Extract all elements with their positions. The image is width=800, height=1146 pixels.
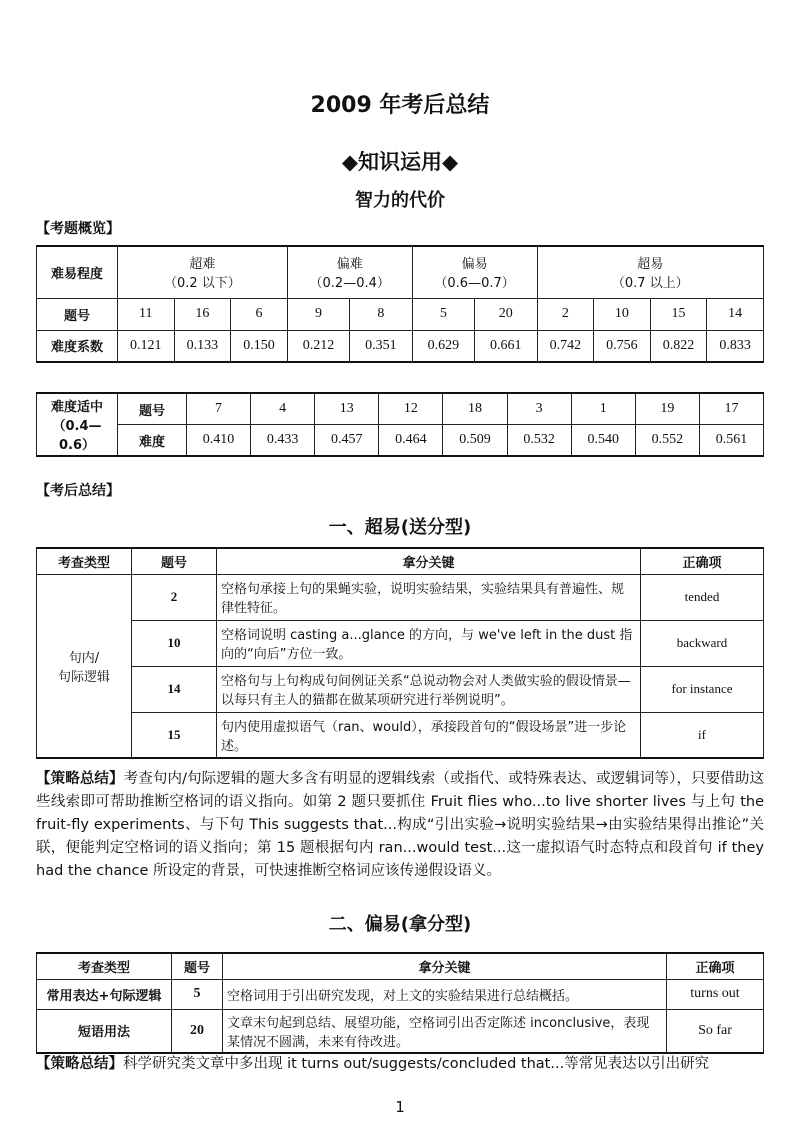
category-cell xyxy=(37,574,132,758)
number-cell: 15 xyxy=(650,298,707,330)
medium-number-cell: 12 xyxy=(379,393,443,425)
strategy-text: 科学研究类文章中多出现 it turns out/suggests/concluded that...等常见表达以引出研究 xyxy=(123,1056,710,1072)
number-cell: 9 xyxy=(287,298,349,330)
medium-number-cell: 3 xyxy=(507,393,571,425)
section-subtitle: ◆知识运用◆ xyxy=(341,150,459,174)
col-header: 正确项 xyxy=(641,548,764,574)
answer: for instance xyxy=(641,666,764,712)
medium-number-header: 题号 xyxy=(118,393,187,425)
category-line: 句际逻辑 xyxy=(57,669,110,685)
medium-coef-cell: 0.457 xyxy=(315,425,379,457)
key-point: 空格句与上句构成句间例证关系“总说动物会对人类做实验的假设情景—以每只有主人的猫都在做某项研究进行举例说明”。 xyxy=(217,666,641,712)
number-header: 题号 xyxy=(37,298,118,330)
strategy-label: 【策略总结】 xyxy=(36,771,124,787)
answer: if xyxy=(641,712,764,758)
strategy-label: 【策略总结】 xyxy=(36,1056,123,1072)
coef-cell: 0.742 xyxy=(537,330,594,362)
col-header: 正确项 xyxy=(667,953,764,979)
category-cell: 短语用法 xyxy=(37,1009,172,1053)
coef-cell: 0.133 xyxy=(174,330,231,362)
number-cell: 2 xyxy=(537,298,594,330)
group-range: （0.6—0.7） xyxy=(434,276,515,292)
group-range: （0.7 以上） xyxy=(611,276,689,292)
page-number: 1 xyxy=(395,1098,405,1116)
number-cell: 8 xyxy=(350,298,412,330)
group-cell xyxy=(537,246,763,298)
medium-table xyxy=(36,392,764,457)
group-name: 超难 xyxy=(189,257,216,273)
strategy-paragraph-1 xyxy=(36,768,764,883)
medium-coef-cell: 0.509 xyxy=(443,425,507,457)
coef-cell: 0.833 xyxy=(707,330,764,362)
overview-table xyxy=(36,245,764,363)
coef-cell: 0.822 xyxy=(650,330,707,362)
group-name: 偏难 xyxy=(336,257,363,273)
key-point: 空格词说明 casting a...glance 的方向，与 we've left in the dust 指向的“向后”方位一致。 xyxy=(217,620,641,666)
medium-number-cell: 7 xyxy=(187,393,251,425)
strategy-paragraph-2 xyxy=(36,1053,764,1076)
medium-coef-header: 难度 xyxy=(118,425,187,457)
section2-heading: 二、偏易(拿分型) xyxy=(328,914,472,935)
coef-cell: 0.150 xyxy=(231,330,288,362)
number-cell: 10 xyxy=(594,298,651,330)
number-cell: 5 xyxy=(412,298,474,330)
section2-table xyxy=(36,952,764,1054)
coef-cell: 0.629 xyxy=(412,330,474,362)
number-cell: 16 xyxy=(174,298,231,330)
col-header: 考查类型 xyxy=(37,953,172,979)
coef-cell: 0.212 xyxy=(287,330,349,362)
answer: So far xyxy=(667,1009,764,1053)
key-point: 空格词用于引出研究发现，对上文的实验结果进行总结概括。 xyxy=(223,979,667,1009)
question-number: 2 xyxy=(132,574,217,620)
medium-number-cell: 19 xyxy=(635,393,699,425)
medium-number-cell: 4 xyxy=(251,393,315,425)
medium-coef-cell: 0.433 xyxy=(251,425,315,457)
medium-coef-cell: 0.532 xyxy=(507,425,571,457)
question-number: 5 xyxy=(172,979,223,1009)
number-cell: 11 xyxy=(118,298,175,330)
summary-label: 【考后总结】 xyxy=(36,483,120,499)
medium-coef-cell: 0.464 xyxy=(379,425,443,457)
section1-heading: 一、超易(送分型) xyxy=(328,517,472,538)
number-cell: 14 xyxy=(707,298,764,330)
strategy-text: 考查句内/句际逻辑的题大多含有明显的逻辑线索（或指代、或特殊表达、或逻辑词等），只要借助这些线索即可帮助推断空格词的语义指向。如第 2 题只要抓住 Fruit flies who...to live shorter lives 与上句 the fruit-fly experiments、与下句 This suggests that...构成“引出实验→说明实验结果→由实验结果得出推论”关联，便能判定空格词的语义指向；第 15 题根据句内 ran...would test...这一虚拟语气时态特点和段首句 if they had the chance 所设定的背景，可快速推断空格词应该传递假设语义。 xyxy=(36,771,765,879)
coef-cell: 0.351 xyxy=(350,330,412,362)
coef-header: 难度系数 xyxy=(37,330,118,362)
category-cell: 常用表达+句际逻辑 xyxy=(37,979,172,1009)
medium-number-cell: 1 xyxy=(571,393,635,425)
number-cell: 6 xyxy=(231,298,288,330)
medium-label-cell xyxy=(37,393,118,456)
medium-coef-cell: 0.561 xyxy=(699,425,763,457)
medium-coef-cell: 0.540 xyxy=(571,425,635,457)
section1-table xyxy=(36,547,764,759)
group-cell xyxy=(412,246,537,298)
coef-cell: 0.121 xyxy=(118,330,175,362)
col-header: 拿分关键 xyxy=(217,548,641,574)
group-name: 偏易 xyxy=(461,257,488,273)
medium-number-cell: 18 xyxy=(443,393,507,425)
group-name: 超易 xyxy=(637,257,664,273)
group-cell xyxy=(287,246,412,298)
key-point: 文章末句起到总结、展望功能，空格词引出否定陈述 inconclusive，表现某情况不圆满，未来有待改进。 xyxy=(223,1009,667,1053)
col-header: 题号 xyxy=(132,548,217,574)
medium-coef-cell: 0.552 xyxy=(635,425,699,457)
answer: turns out xyxy=(667,979,764,1009)
category-line: 句内/ xyxy=(68,650,100,666)
question-number: 10 xyxy=(132,620,217,666)
group-cell xyxy=(118,246,288,298)
group-range: （0.2—0.4） xyxy=(309,276,390,292)
number-cell: 20 xyxy=(475,298,537,330)
question-number: 14 xyxy=(132,666,217,712)
col-header: 拿分关键 xyxy=(223,953,667,979)
page-title: 2009 年考后总结 xyxy=(310,93,490,118)
coef-cell: 0.661 xyxy=(475,330,537,362)
col-header: 考查类型 xyxy=(37,548,132,574)
medium-number-cell: 13 xyxy=(315,393,379,425)
answer: tended xyxy=(641,574,764,620)
group-range: （0.2 以下） xyxy=(163,276,241,292)
medium-range: （0.4—0.6） xyxy=(52,419,102,453)
medium-number-cell: 17 xyxy=(699,393,763,425)
difficulty-header: 难易程度 xyxy=(37,246,118,298)
key-point: 句内使用虚拟语气（ran、would），承接段首句的“假设场景”进一步论述。 xyxy=(217,712,641,758)
answer: backward xyxy=(641,620,764,666)
article-title: 智力的代价 xyxy=(355,190,445,211)
key-point: 空格句承接上句的果蝇实验，说明实验结果，实验结果具有普遍性、规律性特征。 xyxy=(217,574,641,620)
overview-label: 【考题概览】 xyxy=(36,221,120,237)
coef-cell: 0.756 xyxy=(594,330,651,362)
medium-label: 难度适中 xyxy=(50,400,103,415)
question-number: 15 xyxy=(132,712,217,758)
medium-coef-cell: 0.410 xyxy=(187,425,251,457)
col-header: 题号 xyxy=(172,953,223,979)
question-number: 20 xyxy=(172,1009,223,1053)
